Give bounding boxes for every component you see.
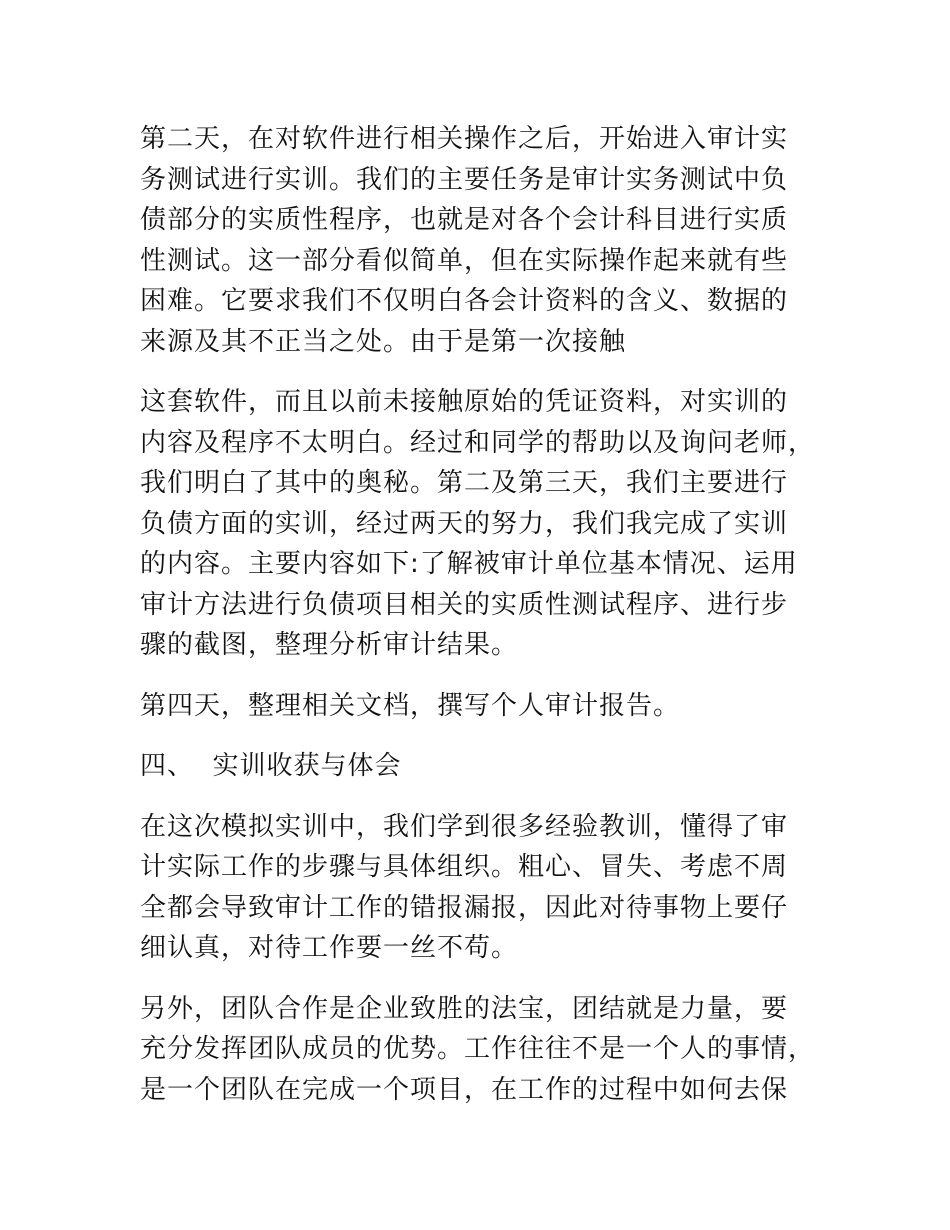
text-line: 务测试进行实训。我们的主要任务是审计实务测试中负 [140, 164, 789, 195]
text-line: 来源及其不正当之处。由于是第一次接触 [140, 326, 627, 357]
paragraph-software-training [140, 382, 816, 666]
text-line: 我们明白了其中的奥秘。第二及第三天，我们主要进行 [140, 468, 789, 498]
document-body [140, 119, 816, 1130]
text-line: 第二天，在对软件进行相关操作之后，开始进入审计实 [140, 124, 789, 154]
text-line: 困难。它要求我们不仅明白各会计资料的含义、数据的 [140, 286, 789, 316]
text-line: 负债方面的实训，经过两天的努力，我们我完成了实训 [140, 508, 789, 539]
text-line: 骤的截图，整理分析审计结果。 [140, 630, 519, 660]
text-line: 内容及程序不太明白。经过和同学的帮助以及询问老师， [140, 427, 816, 458]
paragraph-day-four [140, 686, 812, 727]
text-line: 的内容。主要内容如下:了解被审计单位基本情况、运用 [140, 549, 798, 579]
text-line: 另外，团队合作是企业致胜的法宝，团结就是力量，要 [140, 993, 789, 1024]
text-line: 在这次模拟实训中，我们学到很多经验教训，懂得了审 [140, 811, 789, 842]
text-line: 是一个团队在完成一个项目，在工作的过程中如何去保 [140, 1074, 789, 1105]
paragraph-teamwork [140, 989, 816, 1111]
text-line: 计实际工作的步骤与具体组织。粗心、冒失、考虑不周 [140, 852, 789, 882]
text-line: 审计方法进行负债项目相关的实质性测试程序、进行步 [140, 589, 789, 620]
section-heading-text: 四、 实训收获与体会 [140, 751, 402, 781]
text-line: 充分发挥团队成员的优势。工作往往不是一个人的事情， [140, 1034, 816, 1064]
paragraph-lessons [140, 807, 812, 969]
section-heading [140, 746, 812, 787]
text-line: 这套软件，而且以前未接触原始的凭证资料，对实训的 [140, 387, 789, 417]
text-line: 性测试。这一部分看似简单，但在实际操作起来就有些 [140, 245, 789, 276]
paragraph-day-two [140, 119, 812, 362]
text-line: 细认真，对待工作要一丝不苟。 [140, 933, 519, 963]
text-line: 全都会导致审计工作的错报漏报，因此对待事物上要仔 [140, 892, 789, 923]
text-line: 债部分的实质性程序，也就是对各个会计科目进行实质 [140, 205, 789, 235]
text-line: 第四天，整理相关文档，撰写个人审计报告。 [140, 690, 681, 721]
